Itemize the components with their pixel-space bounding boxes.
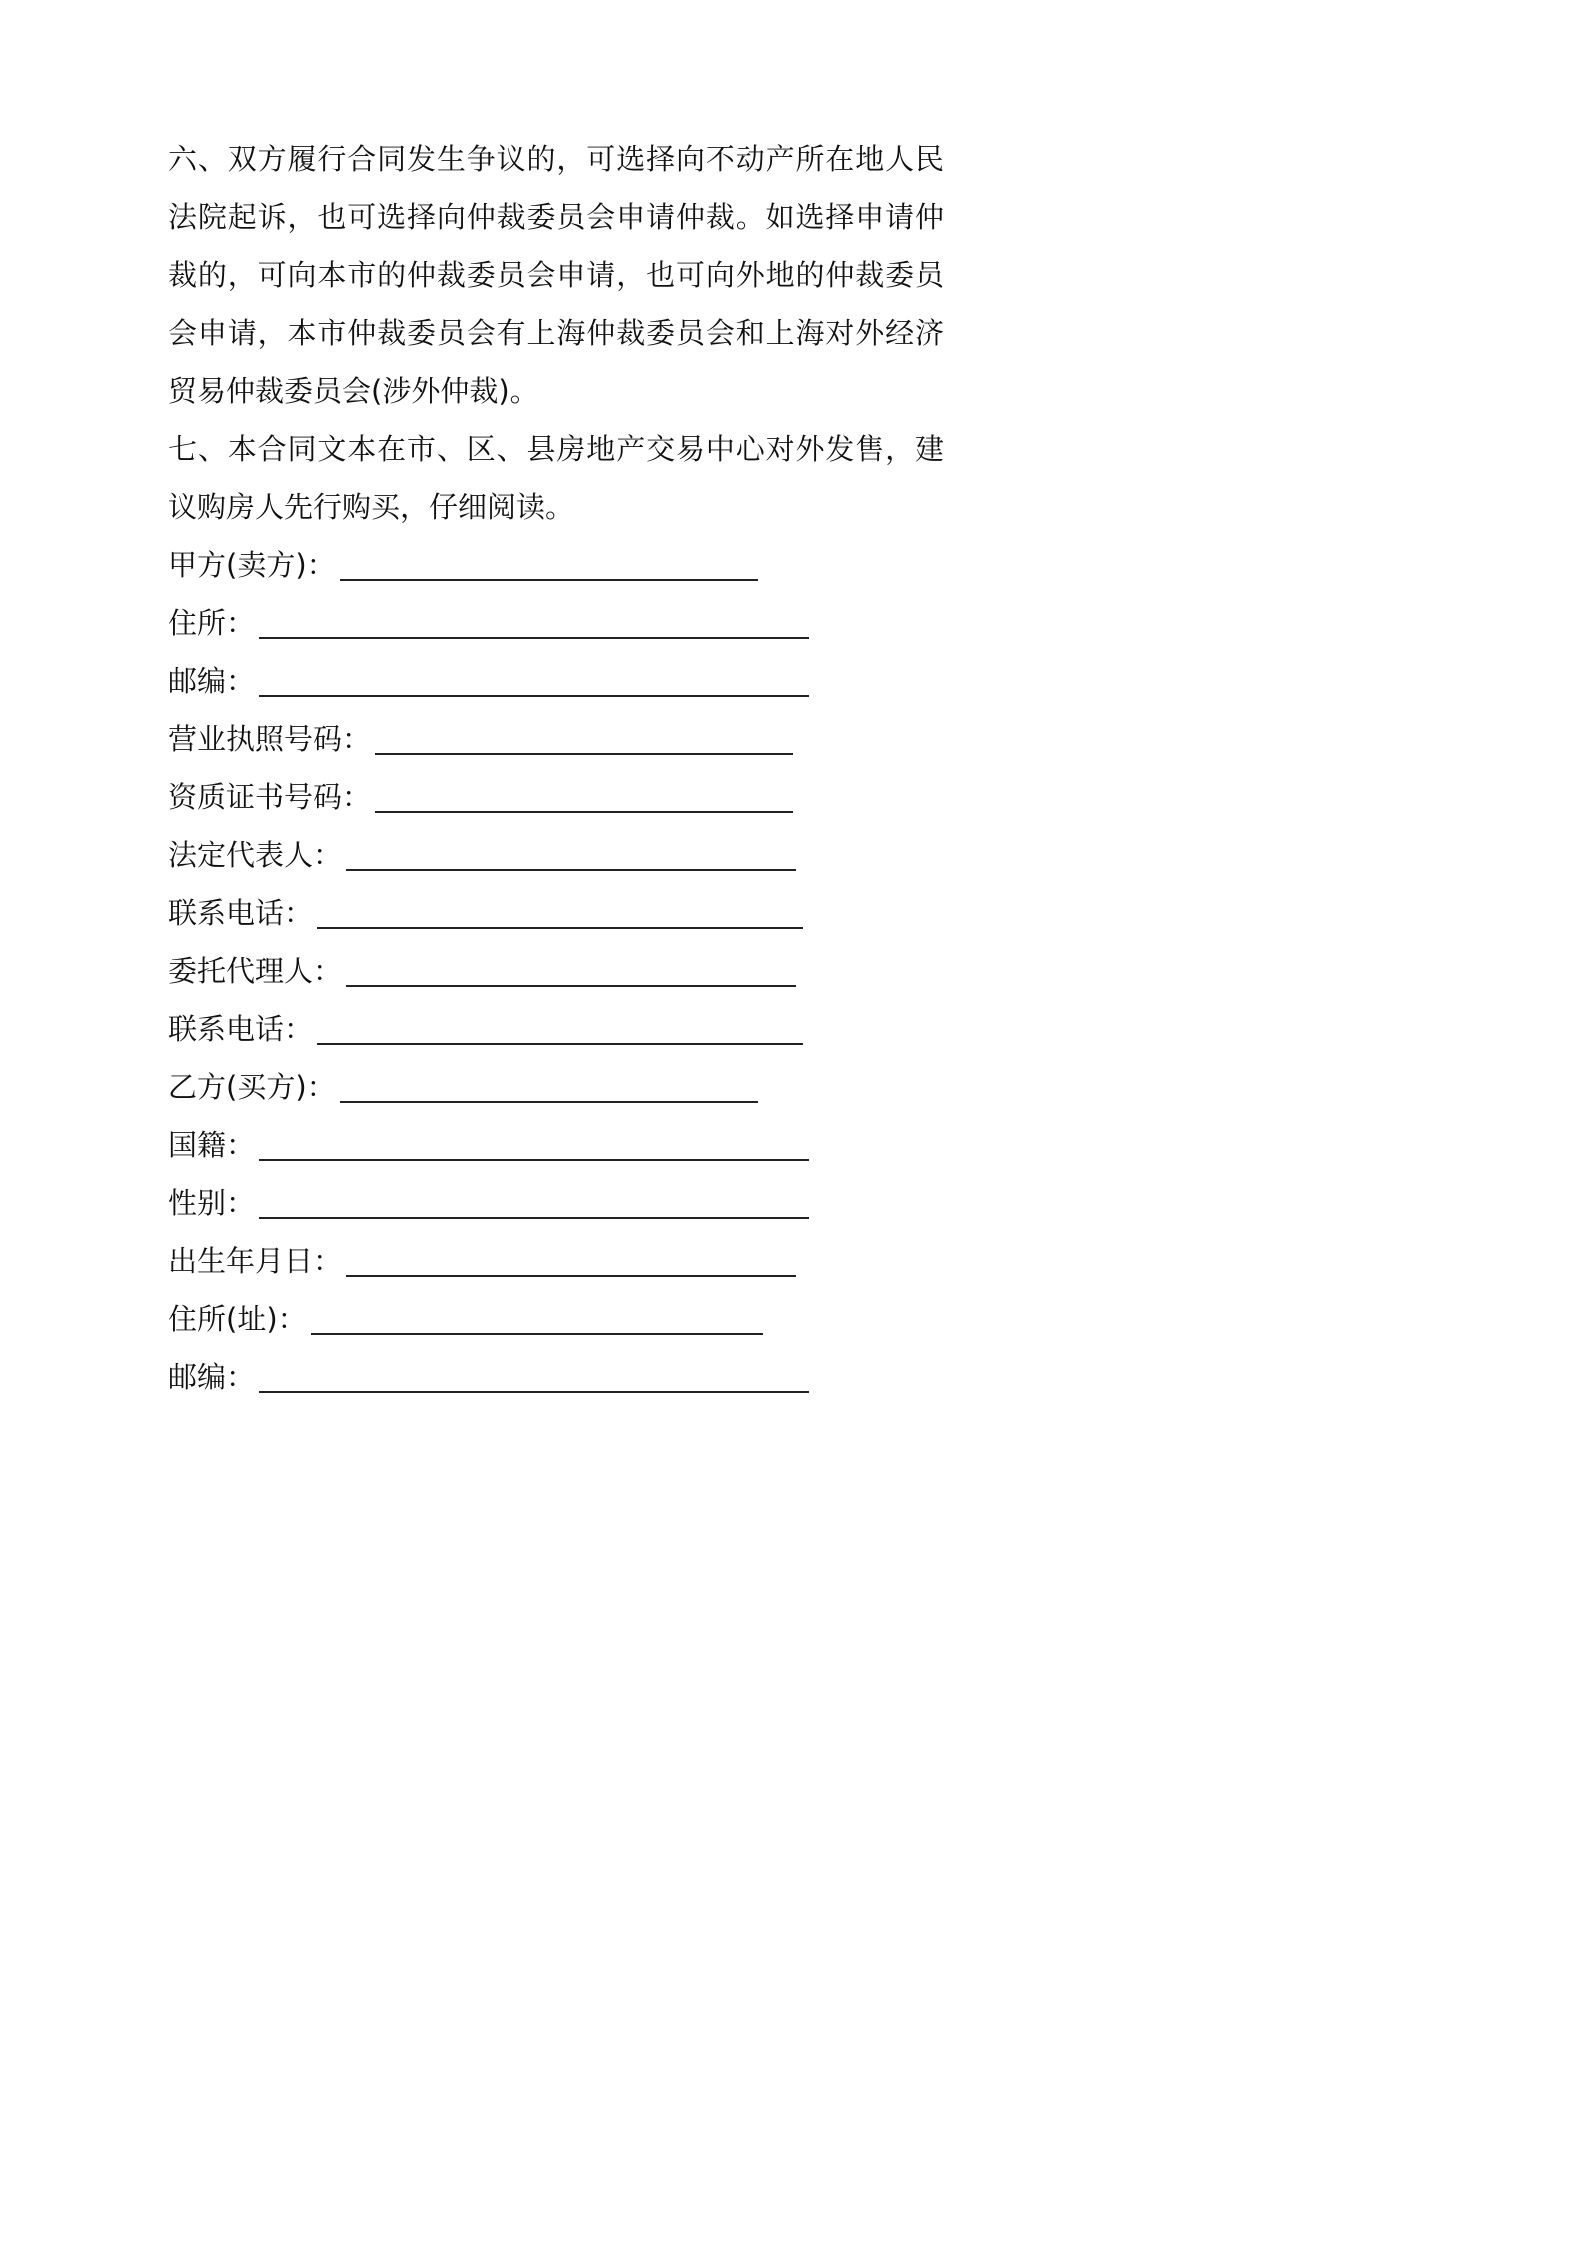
birthdate-label: 出生年月日： [168,1244,343,1278]
buyer-postcode-label: 邮编： [168,1360,256,1394]
seller-name-label: 甲方(卖方)： [168,548,336,582]
clause-seven-paragraph: 七、本合同文本在市、区、县房地产交易中心对外发售，建议购房人先行购买，仔细阅读。 [168,432,944,524]
business-license-label: 营业执照号码： [168,722,372,756]
seller-postcode-blank [259,695,809,697]
seller-postcode-label: 邮编： [168,664,256,698]
birthdate-blank [346,1275,796,1277]
document-body [168,130,944,1406]
gender-blank [259,1217,809,1219]
agent-field [168,942,944,1000]
seller-name-field [168,536,944,594]
qualification-cert-field [168,768,944,826]
buyer-postcode-field [168,1348,944,1406]
document-page [0,0,1102,1559]
agent-label: 委托代理人： [168,954,343,988]
business-license-field [168,710,944,768]
birthdate-field [168,1232,944,1290]
agent-phone-field [168,1000,944,1058]
agent-phone-blank [317,1043,803,1045]
nationality-blank [259,1159,809,1161]
buyer-address-field [168,1290,944,1348]
buyer-name-field [168,1058,944,1116]
legal-rep-blank [346,869,796,871]
nationality-field [168,1116,944,1174]
qualification-cert-blank [375,811,793,813]
qualification-cert-label: 资质证书号码： [168,780,372,814]
business-license-blank [375,753,793,755]
legal-rep-label: 法定代表人： [168,838,343,872]
buyer-address-blank [311,1333,763,1335]
gender-label: 性别： [168,1186,256,1220]
seller-address-field [168,594,944,652]
seller-address-blank [259,637,809,639]
agent-blank [346,985,796,987]
buyer-postcode-blank [259,1391,809,1393]
clause-six-paragraph: 六、双方履行合同发生争议的，可选择向不动产所在地人民法院起诉，也可选择向仲裁委员会申请仲裁。如选择申请仲裁的，可向本市的仲裁委员会申请，也可向外地的仲裁委员会申请，本市仲裁委员会有上海仲裁委员会和上海对外经济贸易仲裁委员会(涉外仲裁)。 [168,142,944,408]
seller-postcode-field [168,652,944,710]
seller-phone-blank [317,927,803,929]
seller-phone-field [168,884,944,942]
seller-address-label: 住所： [168,606,256,640]
buyer-name-label: 乙方(买方)： [168,1070,336,1104]
nationality-label: 国籍： [168,1128,256,1162]
agent-phone-label: 联系电话： [168,1012,314,1046]
buyer-name-blank [340,1101,758,1103]
gender-field [168,1174,944,1232]
seller-name-blank [340,579,758,581]
legal-rep-field [168,826,944,884]
buyer-address-label: 住所(址)： [168,1302,307,1336]
seller-phone-label: 联系电话： [168,896,314,930]
